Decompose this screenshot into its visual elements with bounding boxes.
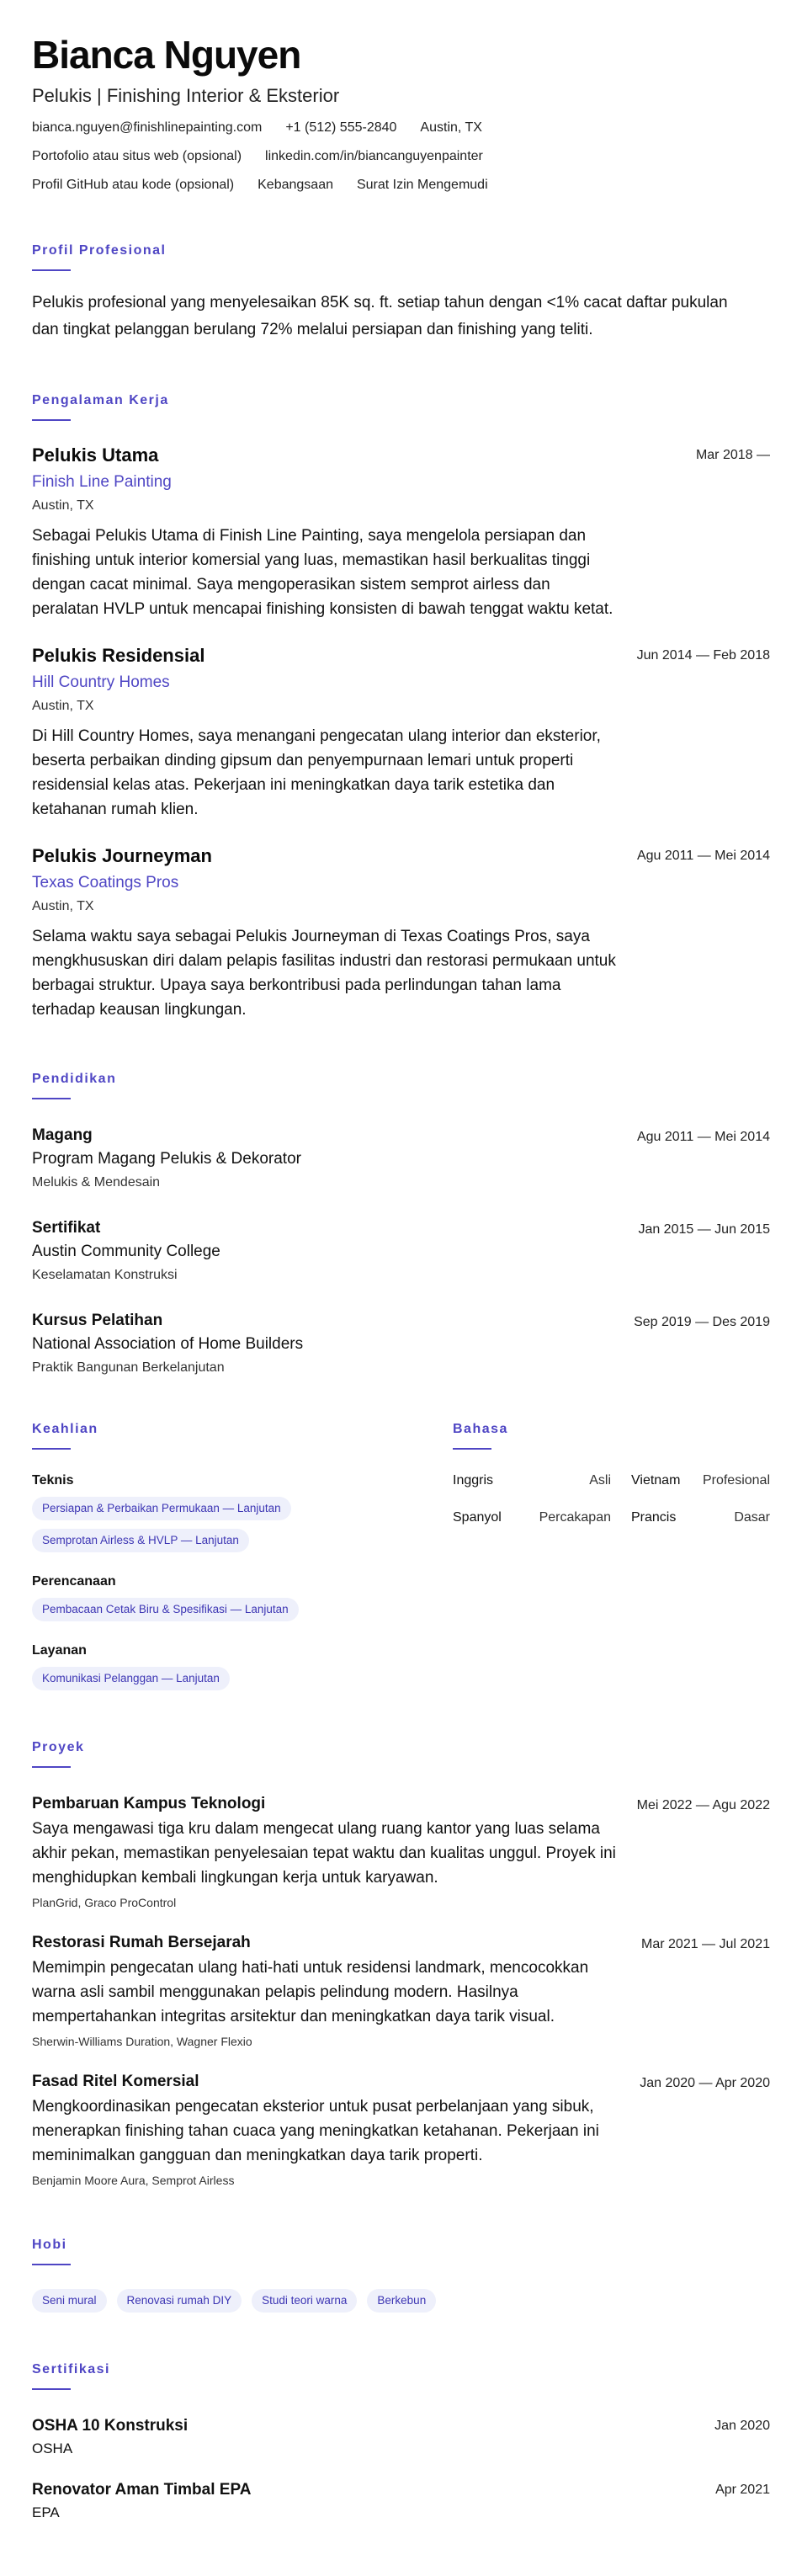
section-divider [32, 269, 71, 271]
skill-chip: Komunikasi Pelanggan — Lanjutan [32, 1667, 230, 1690]
section-title-projects: Proyek [32, 1740, 85, 1754]
skill-chips [32, 1497, 453, 1552]
certification-name: Renovator Aman Timbal EPA [32, 2481, 252, 2499]
education-field: Melukis & Mendesain [32, 1175, 161, 1190]
certification-name: OSHA 10 Konstruksi [32, 2417, 189, 2435]
project-description: Memimpin pengecatan ulang hati-hati untuk residensi landmark, mencocokkan warna asli sambil menggunakan pelapis pelindung modern. Hasilnya mempertahankan integritas arsitektur dan meningkatkan daya tarik visual. [32, 1959, 589, 2025]
contact-row-3 [32, 177, 770, 194]
experience-item [32, 443, 770, 621]
section-title-experience: Pengalaman Kerja [32, 393, 169, 407]
skill-chip: Semprotan Airless & HVLP — Lanjutan [32, 1529, 249, 1552]
language-list [453, 1472, 770, 1527]
project-name: Fasad Ritel Komersial [32, 2073, 199, 2090]
language-name: Inggris [453, 1473, 494, 1488]
education-institution: Austin Community College [32, 1243, 220, 1260]
project-tools: PlanGrid, Graco ProControl [32, 1896, 177, 1909]
job-title: Pelukis Residensial [32, 645, 205, 666]
hobby-chip: Seni mural [32, 2289, 107, 2313]
education-type: Sertifikat [32, 1219, 101, 1237]
language-name: Prancis [631, 1510, 677, 1525]
experience-item [32, 643, 770, 822]
section-divider [32, 1766, 71, 1768]
language-level: Profesional [702, 1473, 770, 1488]
hobby-chip: Berkebun [367, 2289, 436, 2313]
skill-group-title: Teknis [32, 1473, 74, 1488]
education-field: Keselamatan Konstruksi [32, 1268, 178, 1282]
section-title-languages: Bahasa [453, 1422, 508, 1436]
education-item [32, 1125, 770, 1192]
hobby-chip: Renovasi rumah DIY [117, 2289, 242, 2313]
language-item [621, 1472, 770, 1490]
contact-row-2 [32, 148, 770, 165]
nationality-text: Kebangsaan [258, 178, 333, 192]
section-divider [32, 2388, 71, 2390]
certification-item [32, 2479, 770, 2523]
language-level: Dasar [734, 1510, 770, 1525]
section-divider [32, 1448, 71, 1450]
skill-chips [32, 1667, 453, 1690]
skill-chip: Pembacaan Cetak Biru & Spesifikasi — Lanjutan [32, 1598, 299, 1621]
job-location: Austin, TX [32, 899, 94, 913]
job-description: Di Hill Country Homes, saya menangani pengecatan ulang interior dan eksterior, beserta perbaikan dinding gipsum dan penyempurnaan lemari untuk properti residensial kelas atas. Pekerjaan ini meningkatkan daya tarik estetika dan ketahanan rumah klien. [32, 727, 601, 818]
project-tools: Benjamin Moore Aura, Semprot Airless [32, 2174, 235, 2187]
section-divider [32, 419, 71, 421]
location-text: Austin, TX [420, 120, 482, 135]
project-name: Pembaruan Kampus Teknologi [32, 1795, 266, 1812]
company-name: Texas Coatings Pros [32, 874, 179, 891]
hobbies-section [32, 2237, 770, 2313]
experience-section [32, 392, 770, 1022]
company-name: Hill Country Homes [32, 673, 170, 691]
certifications-section [32, 2361, 770, 2523]
certification-issuer: EPA [32, 2504, 60, 2520]
resume-header [32, 32, 770, 194]
section-divider [32, 1098, 71, 1099]
language-level: Asli [589, 1473, 611, 1488]
project-date: Jan 2020 — Apr 2020 [640, 2076, 770, 2090]
job-title: Pelukis Utama [32, 444, 159, 466]
summary-text: Pelukis profesional yang menyelesaikan 85K sq. ft. setiap tahun dengan <1% cacat daftar pukulan dan tingkat pelanggan berulang 72% melalui persiapan dan finishing yang teliti. [32, 294, 728, 338]
section-title-summary: Profil Profesional [32, 243, 167, 258]
education-date: Agu 2011 — Mei 2014 [636, 1130, 770, 1144]
project-date: Mar 2021 — Jul 2021 [641, 1937, 770, 1951]
job-date: Agu 2011 — Mei 2014 [636, 849, 770, 863]
project-item [32, 2071, 770, 2188]
summary-section [32, 242, 770, 343]
company-name: Finish Line Painting [32, 473, 172, 491]
education-type: Kursus Pelatihan [32, 1312, 163, 1329]
project-item [32, 1793, 770, 1910]
skill-group-title: Perencanaan [32, 1574, 116, 1589]
education-item [32, 1310, 770, 1377]
language-name: Vietnam [631, 1473, 681, 1488]
project-item [32, 1932, 770, 2049]
job-description: Sebagai Pelukis Utama di Finish Line Painting, saya mengelola persiapan dan finishing untuk interior komersial yang luas, memastikan hasil berkualitas tinggi dengan cacat minimal. Saya mengoperasikan sistem semprot airless dan peralatan HVLP untuk mencapai finishing konsisten di bawah tenggat waktu ketat. [32, 527, 613, 618]
education-item [32, 1217, 770, 1285]
skills-languages-row [32, 1421, 770, 1690]
section-title-hobbies: Hobi [32, 2238, 67, 2252]
certification-issuer: OSHA [32, 2440, 73, 2456]
certification-date: Apr 2021 [715, 2483, 770, 2497]
job-date: Jun 2014 — Feb 2018 [636, 648, 770, 663]
section-divider [32, 2264, 71, 2265]
education-field: Praktik Bangunan Berkelanjutan [32, 1360, 225, 1375]
certification-item [32, 2415, 770, 2459]
job-location: Austin, TX [32, 699, 94, 713]
language-name: Spanyol [453, 1510, 502, 1525]
education-institution: National Association of Home Builders [32, 1335, 304, 1353]
education-institution: Program Magang Pelukis & Dekorator [32, 1150, 301, 1168]
language-item [621, 1509, 770, 1527]
contact-row-1 [32, 120, 770, 136]
education-date: Sep 2019 — Des 2019 [634, 1315, 770, 1329]
language-item [453, 1509, 621, 1527]
email-link[interactable]: bianca.nguyen@finishlinepainting.com [32, 120, 263, 135]
skill-group-title: Layanan [32, 1643, 87, 1658]
education-section [32, 1071, 770, 1377]
section-title-education: Pendidikan [32, 1072, 117, 1086]
job-title: Pelukis Journeyman [32, 845, 212, 866]
project-name: Restorasi Rumah Bersejarah [32, 1934, 251, 1951]
skill-chip: Persiapan & Perbaikan Permukaan — Lanjutan [32, 1497, 291, 1520]
phone-link[interactable]: +1 (512) 555-2840 [285, 120, 397, 135]
job-date: Mar 2018 — [695, 448, 770, 462]
job-description: Selama waktu saya sebagai Pelukis Journeyman di Texas Coatings Pros, saya mengkhususkan diri dalam pelapis fasilitas industri dan restorasi permukaan untuk berbagai struktur. Upaya saya berkontribusi pada perlindungan tahan lama terhadap keausan lingkungan. [32, 928, 616, 1019]
education-type: Magang [32, 1126, 93, 1144]
education-date: Jan 2015 — Jun 2015 [638, 1222, 770, 1237]
project-tools: Sherwin-Williams Duration, Wagner Flexio [32, 2035, 252, 2048]
skills-section [32, 1421, 453, 1690]
skill-chips [32, 1598, 453, 1621]
experience-item [32, 844, 770, 1022]
language-level: Percakapan [539, 1510, 611, 1525]
hobby-chips [32, 2289, 770, 2313]
projects-section [32, 1739, 770, 2188]
languages-section [453, 1421, 770, 1690]
project-description: Mengkoordinasikan pengecatan eksterior untuk pusat perbelanjaan yang sibuk, menerapkan finishing tahan cuaca yang meningkatkan ketahanan. Pekerjaan ini meminimalkan gangguan dan meningkatkan daya tarik properti. [32, 2098, 599, 2164]
project-date: Mei 2022 — Agu 2022 [636, 1798, 770, 1812]
section-title-skills: Keahlian [32, 1422, 98, 1436]
linkedin-link[interactable]: linkedin.com/in/biancanguyenpainter [265, 149, 483, 163]
hobby-chip: Studi teori warna [252, 2289, 357, 2313]
certification-date: Jan 2020 [714, 2419, 770, 2433]
candidate-name: Bianca Nguyen [32, 33, 301, 77]
candidate-headline: Pelukis | Finishing Interior & Eksterior [32, 85, 340, 106]
section-divider [453, 1448, 491, 1450]
driving-license-text: Surat Izin Mengemudi [356, 178, 488, 192]
project-description: Saya mengawasi tiga kru dalam mengecat ulang ruang kantor yang luas selama akhir pekan, memastikan penyelesaian tepat waktu dan kualitas unggul. Proyek ini menghidupkan kembali lingkungan kerja untuk karyawan. [32, 1820, 616, 1887]
portfolio-link[interactable]: Portofolio atau situs web (opsional) [32, 149, 242, 163]
github-link[interactable]: Profil GitHub atau kode (opsional) [32, 178, 235, 192]
section-title-certifications: Sertifikasi [32, 2362, 110, 2376]
language-item [453, 1472, 621, 1490]
job-location: Austin, TX [32, 498, 94, 513]
